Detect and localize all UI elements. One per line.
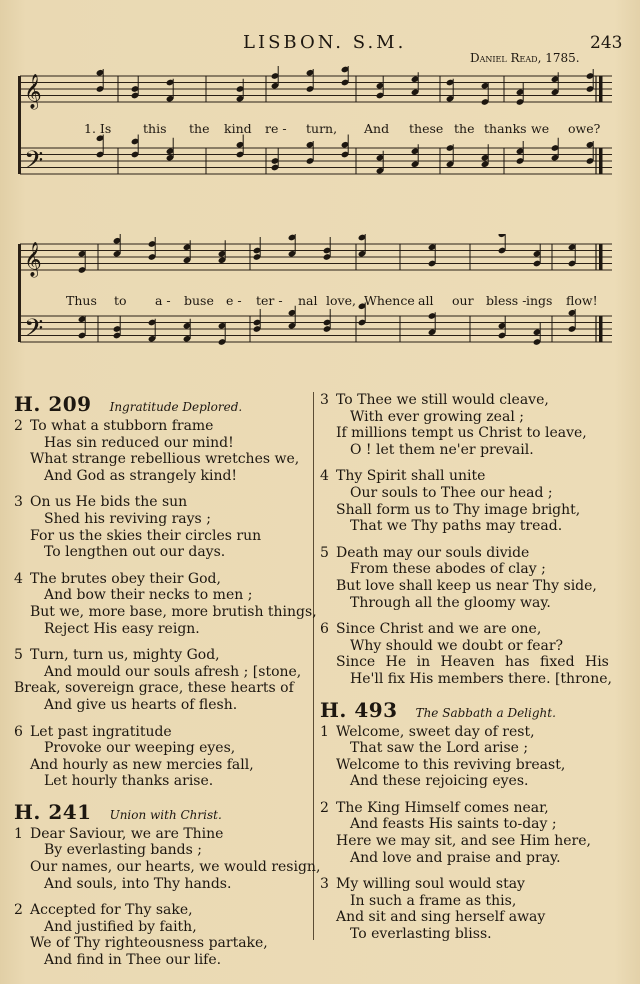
verse-line: Why should we doubt or fear? bbox=[350, 637, 564, 654]
stanza-number: 1 bbox=[14, 825, 23, 842]
lyric-syllable: these bbox=[409, 121, 444, 136]
stanza-number: 6 bbox=[320, 621, 329, 638]
left-column bbox=[14, 392, 321, 979]
verse-line: Our souls to Thee our head ; bbox=[350, 484, 553, 501]
stanza-number: 6 bbox=[14, 723, 23, 740]
stanza-number: 2 bbox=[14, 902, 23, 919]
stanza bbox=[320, 800, 620, 866]
stanza bbox=[14, 647, 310, 713]
verse-line: Death may our souls divide bbox=[336, 544, 530, 561]
lyric-syllable: 1. Is bbox=[84, 121, 112, 136]
verse-line: And justified by faith, bbox=[44, 918, 197, 935]
final-barline bbox=[599, 76, 603, 102]
verse-line: That saw the Lord arise ; bbox=[350, 740, 529, 757]
hymn-heading bbox=[14, 392, 310, 416]
verse-line: Reject His easy reign. bbox=[44, 620, 200, 637]
stanza bbox=[14, 724, 310, 790]
verse-line: By everlasting bands ; bbox=[44, 842, 202, 859]
stanza bbox=[14, 825, 321, 892]
verse-line: To Thee we still would cleave, bbox=[336, 392, 549, 408]
verse-line: Provoke our weeping eyes, bbox=[44, 740, 236, 757]
stanza bbox=[320, 876, 620, 942]
lyric-syllable: the bbox=[454, 121, 475, 136]
verse-line: Since Christ and we are one, bbox=[336, 621, 542, 638]
stanza-number: 3 bbox=[320, 392, 329, 408]
treble-clef-icon: 𝄞 bbox=[24, 74, 42, 109]
stanza bbox=[320, 468, 620, 534]
hymn-number: H. 241 bbox=[14, 799, 92, 824]
stanza bbox=[14, 570, 317, 637]
lyric-syllable: turn, bbox=[306, 121, 338, 136]
lyric-syllable: this bbox=[143, 121, 167, 136]
verse-line: That we Thy paths may tread. bbox=[350, 518, 563, 535]
verse-line: O ! let them ne'er prevail. bbox=[350, 441, 534, 458]
verse-line: Break, sovereign grace, these hearts of bbox=[14, 680, 294, 697]
verse-line: And God as strangely kind! bbox=[44, 467, 238, 484]
hymn-subtitle: Ingratitude Deplored. bbox=[109, 400, 243, 414]
verse-line: And sit and sing herself away bbox=[336, 909, 546, 926]
lyric-syllable: kind bbox=[224, 121, 252, 136]
verse-line: Welcome, sweet day of rest, bbox=[336, 723, 535, 740]
stanza-number: 2 bbox=[14, 418, 23, 434]
verse-line: And hourly as new mercies fall, bbox=[30, 756, 254, 773]
verse-line: On us He bids the sun bbox=[30, 494, 188, 511]
lyric-syllable: we bbox=[531, 121, 550, 136]
verse-line: To what a stubborn frame bbox=[30, 418, 214, 434]
verse-line: If millions tempt us Christ to leave, bbox=[336, 425, 587, 442]
hymn-heading bbox=[14, 800, 310, 824]
verse-line: Has sin reduced our mind! bbox=[44, 434, 234, 451]
verse-line: Dear Saviour, we are Thine bbox=[30, 825, 224, 842]
stanza bbox=[320, 621, 620, 687]
page-number: 243 bbox=[590, 33, 623, 53]
verse-line: Accepted for Thy sake, bbox=[30, 902, 193, 919]
verse-line: Turn, turn us, mighty God, bbox=[30, 647, 220, 664]
verse-line: Through all the gloomy way. bbox=[350, 594, 551, 611]
lyric-syllable: a - bbox=[155, 293, 171, 308]
verse-line: For us the skies their circles run bbox=[30, 527, 262, 544]
lyric-syllable: ings bbox=[526, 293, 553, 308]
verse-line: Welcome to this reviving breast, bbox=[336, 756, 566, 773]
stanza-number: 5 bbox=[320, 544, 329, 561]
hymn-subtitle: The Sabbath a Delight. bbox=[415, 705, 556, 720]
lyric-syllable: e - bbox=[226, 293, 242, 308]
verse-line: To everlasting bliss. bbox=[350, 926, 492, 943]
verse-line: Thy Spirit shall unite bbox=[336, 468, 486, 485]
lyric-syllable: thanks bbox=[484, 121, 527, 136]
lyric-syllable: Whence bbox=[364, 293, 415, 308]
verse-line: But we, more base, more brutish things, bbox=[30, 603, 317, 620]
verse-line: Here we may sit, and see Him here, bbox=[336, 833, 591, 850]
lyric-syllable: buse bbox=[184, 293, 214, 308]
verse-line: Since He in Heaven has fixed His bbox=[336, 654, 609, 671]
right-column bbox=[320, 392, 620, 953]
stanza bbox=[14, 418, 310, 484]
hymn-number: H. 209 bbox=[14, 392, 92, 416]
verse-line: The King Himself comes near, bbox=[336, 799, 549, 816]
lyric-syllable: love, bbox=[326, 293, 356, 308]
lyric-syllable: bless - bbox=[486, 293, 527, 308]
verse-line: And give us hearts of flesh. bbox=[44, 696, 238, 713]
column-divider bbox=[313, 392, 314, 940]
verse-line: From these abodes of clay ; bbox=[350, 561, 546, 578]
verse-line: To lengthen out our days. bbox=[44, 544, 226, 561]
verse-line: We of Thy righteousness partake, bbox=[30, 935, 268, 952]
hymn-subtitle: Union with Christ. bbox=[109, 807, 222, 822]
stanza-number: 5 bbox=[14, 647, 23, 664]
verse-line: And bow their necks to men ; bbox=[44, 587, 253, 604]
verse-line: And feasts His saints to-day ; bbox=[350, 816, 557, 833]
lyrics-line-2 bbox=[0, 293, 640, 311]
tune-title: LISBON. S.M. bbox=[243, 32, 407, 53]
verse-line: And these rejoicing eyes. bbox=[350, 773, 529, 790]
verse-line: With ever growing zeal ; bbox=[350, 408, 524, 425]
final-barline bbox=[599, 316, 603, 342]
stanza-number: 3 bbox=[320, 876, 329, 893]
verse-line: And find in Thee our life. bbox=[44, 952, 222, 969]
final-barline bbox=[599, 244, 603, 270]
stanza-number: 3 bbox=[14, 494, 23, 511]
verse-line: Our names, our hearts, we would resign, bbox=[30, 859, 321, 876]
hymn-number: H. 493 bbox=[320, 697, 398, 722]
treble-clef-icon: 𝄞 bbox=[24, 242, 42, 277]
stanza bbox=[14, 902, 310, 968]
verse-line: And mould our souls afresh ; [stone, bbox=[44, 663, 302, 680]
stanza-number: 4 bbox=[14, 570, 23, 587]
lyric-syllable: ter - bbox=[256, 293, 283, 308]
lyric-syllable: the bbox=[189, 121, 210, 136]
stanza bbox=[320, 392, 620, 458]
verse-line: Let hourly thanks arise. bbox=[44, 773, 214, 790]
lyrics-line-1 bbox=[0, 121, 640, 139]
verse-line: The brutes obey their God, bbox=[30, 570, 221, 587]
stanza bbox=[320, 545, 620, 611]
lyric-syllable: nal bbox=[298, 293, 318, 308]
lyric-syllable: And bbox=[364, 121, 390, 136]
lyric-syllable: to bbox=[114, 293, 127, 308]
stanza-number: 1 bbox=[320, 723, 329, 740]
lyric-syllable: re - bbox=[265, 121, 287, 136]
bass-clef-icon: 𝄢 bbox=[24, 314, 44, 349]
stanza-number: 2 bbox=[320, 799, 329, 816]
verse-line: What strange rebellious wretches we, bbox=[30, 451, 300, 468]
verse-line: My willing soul would stay bbox=[336, 876, 525, 893]
stanza bbox=[14, 494, 310, 560]
composer-credit: Daniel Read, 1785. bbox=[470, 51, 580, 65]
verse-line: And souls, into Thy hands. bbox=[44, 875, 232, 892]
hymn-heading bbox=[320, 698, 620, 722]
stanza bbox=[320, 724, 620, 790]
lyric-syllable: our bbox=[452, 293, 474, 308]
verse-line: Shed his reviving rays ; bbox=[44, 510, 211, 527]
verse-line: But love shall keep us near Thy side, bbox=[336, 577, 597, 594]
verse-line: And love and praise and pray. bbox=[350, 849, 561, 866]
verse-line: He'll fix His members there. [throne, bbox=[350, 670, 612, 687]
final-barline bbox=[599, 148, 603, 174]
stanza-number: 4 bbox=[320, 468, 329, 485]
lyric-syllable: flow! bbox=[566, 293, 598, 308]
lyric-syllable: all bbox=[418, 293, 434, 308]
verse-line: Let past ingratitude bbox=[30, 723, 172, 740]
verse-line: Shall form us to Thy image bright, bbox=[336, 501, 581, 518]
lyric-syllable: owe? bbox=[568, 121, 601, 136]
verse-line: In such a frame as this, bbox=[350, 892, 517, 909]
bass-clef-icon: 𝄢 bbox=[24, 146, 44, 181]
lyric-syllable: Thus bbox=[66, 293, 97, 308]
